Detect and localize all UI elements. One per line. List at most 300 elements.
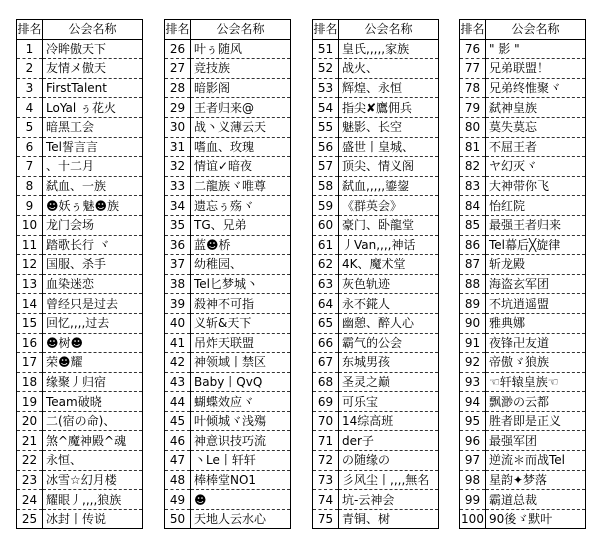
- table-row: [17, 353, 143, 373]
- rank-cell: 9: [17, 196, 43, 216]
- guild-name-cell: ☻树☻: [43, 333, 143, 353]
- rank-cell: 37: [165, 255, 191, 275]
- guild-name-cell: FirstTalent: [43, 78, 143, 98]
- table-row: [17, 490, 143, 510]
- table-row: [460, 392, 586, 412]
- rank-cell: 58: [313, 176, 339, 196]
- guild-name-cell: 天地人云水心: [191, 509, 291, 529]
- guild-name-cell: 不屈王者: [486, 137, 586, 157]
- rank-cell: 17: [17, 353, 43, 373]
- rank-cell: 8: [17, 176, 43, 196]
- ranking-table-3: [312, 19, 439, 529]
- table-row: [313, 333, 439, 353]
- table-row: [17, 313, 143, 333]
- guild-name-cell: 最强军团: [486, 431, 586, 451]
- guild-name-cell: 顶尖、情义阁: [339, 157, 439, 177]
- rank-header: 排名: [313, 20, 339, 40]
- rank-cell: 67: [313, 353, 339, 373]
- guild-name-cell: " 影 ": [486, 39, 586, 59]
- rank-cell: 93: [460, 372, 486, 392]
- guild-name-cell: 兄弟联盟！: [486, 59, 586, 79]
- guild-name-cell: 二龍族ヾ唯尊: [191, 176, 291, 196]
- table-header-row: [17, 20, 143, 40]
- guild-name-cell: 情谊✓暗夜: [191, 157, 291, 177]
- guild-name-cell: 蝴蝶效应ヾ: [191, 392, 291, 412]
- rank-cell: 78: [460, 78, 486, 98]
- guild-name-cell: 神领域丨禁区: [191, 353, 291, 373]
- rank-cell: 84: [460, 196, 486, 216]
- guild-name-cell: ☻妖ぅ魅☻族: [43, 196, 143, 216]
- table-row: [313, 157, 439, 177]
- guild-name-cell: LoYal ぅ花火: [43, 98, 143, 118]
- guild-name-cell: 回忆,,,,过去: [43, 313, 143, 333]
- rank-cell: 90: [460, 313, 486, 333]
- guild-name-cell: 国服、杀手: [43, 255, 143, 275]
- guild-name-cell: 遗忘ぅ殇ヾ: [191, 196, 291, 216]
- guild-name-cell: 荣☻耀: [43, 353, 143, 373]
- rank-cell: 69: [313, 392, 339, 412]
- rank-cell: 33: [165, 176, 191, 196]
- table-row: [17, 509, 143, 529]
- guild-name-cell: 血染迷恋: [43, 274, 143, 294]
- rank-cell: 86: [460, 235, 486, 255]
- table-row: [460, 176, 586, 196]
- table-row: [313, 411, 439, 431]
- guild-name-cell: Baby丨QvQ: [191, 372, 291, 392]
- table-row: [165, 333, 291, 353]
- table-row: [165, 274, 291, 294]
- guild-name-cell: 14综高班: [339, 411, 439, 431]
- table-row: [165, 353, 291, 373]
- table-row: [17, 411, 143, 431]
- table-row: [460, 411, 586, 431]
- table-row: [313, 431, 439, 451]
- table-row: [460, 98, 586, 118]
- rank-cell: 52: [313, 59, 339, 79]
- table-row: [460, 372, 586, 392]
- guild-name-cell: 吊炸天联盟: [191, 333, 291, 353]
- rank-cell: 16: [17, 333, 43, 353]
- table-row: [17, 372, 143, 392]
- table-row: [313, 294, 439, 314]
- table-row: [17, 98, 143, 118]
- rank-cell: 51: [313, 39, 339, 59]
- rank-cell: 36: [165, 235, 191, 255]
- guild-name-cell: 怡红院: [486, 196, 586, 216]
- rank-cell: 95: [460, 411, 486, 431]
- rank-cell: 80: [460, 117, 486, 137]
- table-row: [17, 255, 143, 275]
- guild-name-cell: の随缘の: [339, 451, 439, 471]
- guild-name-cell: ☻: [191, 490, 291, 510]
- rank-cell: 99: [460, 490, 486, 510]
- guild-name-cell: Team破晓: [43, 392, 143, 412]
- table-row: [165, 470, 291, 490]
- table-row: [165, 490, 291, 510]
- table-header-row: [165, 20, 291, 40]
- guild-name-cell: 可乐宝: [339, 392, 439, 412]
- table-row: [460, 215, 586, 235]
- table-row: [165, 98, 291, 118]
- rank-cell: 2: [17, 59, 43, 79]
- guild-name-cell: 兄弟终惟聚ヾ: [486, 78, 586, 98]
- rank-cell: 91: [460, 333, 486, 353]
- rank-cell: 42: [165, 353, 191, 373]
- table-row: [165, 509, 291, 529]
- guild-name-header: 公会名称: [191, 20, 291, 40]
- guild-name-cell: 灰色轨迹: [339, 274, 439, 294]
- table-row: [460, 490, 586, 510]
- guild-name-cell: 霸道总裁: [486, 490, 586, 510]
- table-row: [460, 137, 586, 157]
- guild-name-cell: 踏歌长行 ヾ: [43, 235, 143, 255]
- guild-name-cell: 斩龙殿: [486, 255, 586, 275]
- table-row: [460, 59, 586, 79]
- guild-name-cell: 4K、魔术堂: [339, 255, 439, 275]
- rank-cell: 46: [165, 431, 191, 451]
- table-row: [313, 137, 439, 157]
- table-row: [313, 470, 439, 490]
- table-row: [165, 392, 291, 412]
- rank-cell: 76: [460, 39, 486, 59]
- rank-cell: 39: [165, 294, 191, 314]
- guild-name-cell: 神意识技巧流: [191, 431, 291, 451]
- table-row: [313, 490, 439, 510]
- rank-header: 排名: [165, 20, 191, 40]
- guild-name-cell: 战火、: [339, 59, 439, 79]
- guild-name-cell: ヤ幻灭ヾ: [486, 157, 586, 177]
- guild-name-cell: TG、兄弟: [191, 215, 291, 235]
- table-row: [17, 117, 143, 137]
- rank-cell: 98: [460, 470, 486, 490]
- guild-name-cell: 90後ゞ默叶: [486, 509, 586, 529]
- table-row: [460, 117, 586, 137]
- rank-header: 排名: [460, 20, 486, 40]
- rank-cell: 24: [17, 490, 43, 510]
- table-row: [165, 431, 291, 451]
- rank-cell: 55: [313, 117, 339, 137]
- rank-cell: 94: [460, 392, 486, 412]
- table-row: [17, 215, 143, 235]
- rank-cell: 20: [17, 411, 43, 431]
- table-row: [17, 235, 143, 255]
- guild-name-cell: 缘聚丿归宿: [43, 372, 143, 392]
- table-header-row: [460, 20, 586, 40]
- guild-name-cell: 棒棒堂NO1: [191, 470, 291, 490]
- rank-cell: 38: [165, 274, 191, 294]
- rank-cell: 26: [165, 39, 191, 59]
- guild-name-cell: 魅影、长空: [339, 117, 439, 137]
- guild-name-header: 公会名称: [339, 20, 439, 40]
- table-row: [460, 451, 586, 471]
- guild-name-cell: 永恒、: [43, 451, 143, 471]
- table-row: [165, 255, 291, 275]
- guild-name-cell: 帝傲ゞ狼族: [486, 353, 586, 373]
- table-row: [313, 59, 439, 79]
- rank-cell: 61: [313, 235, 339, 255]
- table-row: [313, 117, 439, 137]
- guild-name-cell: Tel匕梦城丶: [191, 274, 291, 294]
- rank-cell: 45: [165, 411, 191, 431]
- rank-cell: 77: [460, 59, 486, 79]
- rank-cell: 11: [17, 235, 43, 255]
- guild-name-cell: 曾经只是过去: [43, 294, 143, 314]
- rank-cell: 71: [313, 431, 339, 451]
- guild-name-cell: 不坑逍遥盟: [486, 294, 586, 314]
- rank-cell: 28: [165, 78, 191, 98]
- table-row: [165, 294, 291, 314]
- rank-cell: 74: [313, 490, 339, 510]
- rank-cell: 75: [317, 512, 334, 527]
- rank-cell: 19: [17, 392, 43, 412]
- rank-cell: 83: [460, 176, 486, 196]
- table-row: [17, 137, 143, 157]
- guild-name-cell: 弑神皇族: [486, 98, 586, 118]
- rank-cell: 53: [313, 78, 339, 98]
- table-row: [165, 157, 291, 177]
- guild-name-cell: 友情メ傲天: [43, 59, 143, 79]
- guild-name-cell: 彡风尘丨,,,,無名: [339, 470, 439, 490]
- table-row: [17, 333, 143, 353]
- table-row: [313, 372, 439, 392]
- rank-cell: 15: [17, 313, 43, 333]
- rank-cell: 65: [313, 313, 339, 333]
- table-row: [17, 431, 143, 451]
- guild-name-cell: 冰封丨传说: [43, 509, 143, 529]
- rank-cell: 56: [313, 137, 339, 157]
- guild-name-cell: 坑-云神会: [339, 490, 439, 510]
- guild-name-cell: 皇氏,,,,,家族: [339, 39, 439, 59]
- rank-cell: 29: [165, 98, 191, 118]
- guild-name-cell: 盛世丨皇城、: [339, 137, 439, 157]
- table-row: [460, 78, 586, 98]
- guild-name-cell: ☜轩辕皇族☜: [486, 372, 586, 392]
- rank-header: 排名: [17, 20, 43, 40]
- guild-name-cell: 冰雪☆幻月楼: [43, 470, 143, 490]
- table-row: [17, 470, 143, 490]
- table-row: [313, 78, 439, 98]
- guild-name-cell: 暗影阁: [191, 78, 291, 98]
- table-row: [313, 451, 439, 471]
- guild-name-cell: 大神带你飞: [486, 176, 586, 196]
- table-row: [460, 353, 586, 373]
- rank-cell: 32: [165, 157, 191, 177]
- rank-cell: 44: [165, 392, 191, 412]
- table-row: [460, 333, 586, 353]
- table-row: [17, 196, 143, 216]
- guild-name-cell: 王者归来@: [191, 98, 291, 118]
- table-row: [460, 294, 586, 314]
- rank-cell: 89: [460, 294, 486, 314]
- rank-cell: 23: [17, 470, 43, 490]
- table-row: [313, 392, 439, 412]
- table-row: [460, 235, 586, 255]
- rank-cell: 87: [460, 255, 486, 275]
- rank-cell: 97: [460, 451, 486, 471]
- table-row: [460, 157, 586, 177]
- rank-cell: 48: [165, 470, 191, 490]
- table-row: [460, 39, 586, 59]
- guild-name-header: 公会名称: [43, 20, 143, 40]
- table-row: [460, 274, 586, 294]
- rank-cell: 22: [17, 451, 43, 471]
- rank-cell: 70: [313, 411, 339, 431]
- rank-cell: 63: [313, 274, 339, 294]
- table-row: [165, 235, 291, 255]
- table-row: [460, 255, 586, 275]
- table-row: [165, 451, 291, 471]
- guild-name-cell: 夜锋卍友道: [486, 333, 586, 353]
- table-header-row: [313, 20, 439, 40]
- table-row: [165, 59, 291, 79]
- table-row: [17, 39, 143, 59]
- guild-name-cell: 叶ぅ随风: [191, 39, 291, 59]
- guild-name-cell: Tel幕后╳旋律: [486, 235, 586, 255]
- table-row: [165, 176, 291, 196]
- guild-name-cell: 逆流＊而战Tel: [486, 451, 586, 471]
- rank-cell: 1: [17, 39, 43, 59]
- guild-name-cell: 弑血,,,,,鎏鋆: [339, 176, 439, 196]
- rank-cell: 40: [165, 313, 191, 333]
- guild-name-cell: 指尖✘鷹佣兵: [339, 98, 439, 118]
- guild-name-cell: 辉煌、永恒: [339, 78, 439, 98]
- guild-name-cell: 二(宿の命)、: [43, 411, 143, 431]
- guild-name-cell: 最强王者归来: [486, 215, 586, 235]
- guild-name-cell: der子: [339, 431, 439, 451]
- rank-cell: 10: [17, 215, 43, 235]
- guild-name-cell: 战丶义薄云天: [191, 117, 291, 137]
- guild-name-header: 公会名称: [486, 20, 586, 40]
- table-row: [460, 509, 586, 529]
- rank-cell: 21: [17, 431, 43, 451]
- rank-cell: 82: [460, 157, 486, 177]
- rank-cell: 79: [460, 98, 486, 118]
- rank-cell: 4: [17, 98, 43, 118]
- table-row: [165, 117, 291, 137]
- table-row: [17, 157, 143, 177]
- ranking-table-2: [164, 19, 291, 529]
- rank-cell: 6: [17, 137, 43, 157]
- table-row: [165, 372, 291, 392]
- guild-name-cell: 东城男孩: [339, 353, 439, 373]
- guild-name-cell: 圣灵之巅: [339, 372, 439, 392]
- table-row: [313, 39, 439, 59]
- guild-name-cell: Tel誓言言: [43, 137, 143, 157]
- guild-name-cell: 竞技族: [191, 59, 291, 79]
- guild-name-cell: 海盗玄军团: [486, 274, 586, 294]
- rank-cell: 3: [17, 78, 43, 98]
- rank-cell: 7: [17, 157, 43, 177]
- rank-cell: 81: [460, 137, 486, 157]
- rank-cell: 41: [165, 333, 191, 353]
- rank-cell: 30: [165, 117, 191, 137]
- rank-cell: 96: [460, 431, 486, 451]
- guild-name-cell: 暗黑工会: [43, 117, 143, 137]
- table-row: [165, 137, 291, 157]
- table-row: [313, 176, 439, 196]
- table-row: [165, 313, 291, 333]
- table-row: [17, 78, 143, 98]
- rank-cell: 66: [313, 333, 339, 353]
- table-row: [17, 274, 143, 294]
- guild-name-cell: 星韵✦梦落: [486, 470, 586, 490]
- guild-name-cell: 《群英会》: [339, 196, 439, 216]
- guild-name-cell: 蓝☻桥: [191, 235, 291, 255]
- rank-cell: 88: [460, 274, 486, 294]
- rank-cell: 68: [313, 372, 339, 392]
- guild-name-cell: 煞^魔神殿^魂: [43, 431, 143, 451]
- table-row: [460, 431, 586, 451]
- rank-cell: 85: [460, 215, 486, 235]
- guild-name-cell: 幽憩、醉人心: [339, 313, 439, 333]
- rank-cell: 54: [313, 98, 339, 118]
- rank-cell: 100: [461, 512, 484, 527]
- rank-cell: 13: [17, 274, 43, 294]
- rank-cell: 34: [165, 196, 191, 216]
- guild-name-cell: 胜者即是正义: [486, 411, 586, 431]
- table-row: [313, 196, 439, 216]
- guild-name-cell: 雅典娜: [486, 313, 586, 333]
- rank-cell: 60: [313, 215, 339, 235]
- rank-cell: 31: [165, 137, 191, 157]
- table-row: [165, 78, 291, 98]
- table-row: [460, 313, 586, 333]
- rank-cell: 27: [165, 59, 191, 79]
- guild-name-cell: 叶倾城ヾ浅殤: [191, 411, 291, 431]
- table-row: [460, 196, 586, 216]
- guild-name-cell: 龙门会场: [43, 215, 143, 235]
- rank-cell: 92: [460, 353, 486, 373]
- table-row: [165, 215, 291, 235]
- rank-cell: 64: [313, 294, 339, 314]
- guild-name-cell: 莫失莫忘: [486, 117, 586, 137]
- guild-name-cell: 永不錵人: [339, 294, 439, 314]
- guild-name-cell: 冷眸傲天下: [43, 39, 143, 59]
- table-row: [17, 392, 143, 412]
- ranking-table-4: [459, 19, 586, 529]
- guild-name-cell: 青铜、树: [339, 509, 439, 529]
- rank-cell: 12: [17, 255, 43, 275]
- rank-cell: 25: [21, 512, 38, 527]
- guild-name-cell: 豪门、卧龍堂: [339, 215, 439, 235]
- guild-name-cell: 弑血、一族: [43, 176, 143, 196]
- rank-cell: 5: [17, 117, 43, 137]
- table-row: [17, 294, 143, 314]
- guild-name-cell: 幼稚园、: [191, 255, 291, 275]
- guild-name-cell: 耀眼丿,,,,狼族: [43, 490, 143, 510]
- rank-cell: 14: [17, 294, 43, 314]
- rank-cell: 35: [165, 215, 191, 235]
- rank-cell: 47: [165, 451, 191, 471]
- table-row: [17, 59, 143, 79]
- table-row: [313, 509, 439, 529]
- table-row: [165, 39, 291, 59]
- ranking-table-1: [16, 19, 143, 529]
- table-row: [313, 215, 439, 235]
- rank-cell: 18: [17, 372, 43, 392]
- guild-name-cell: 嗜血、玫瑰: [191, 137, 291, 157]
- table-row: [313, 98, 439, 118]
- guild-name-cell: 飘渺の云都: [486, 392, 586, 412]
- table-row: [165, 411, 291, 431]
- table-row: [460, 470, 586, 490]
- rank-cell: 49: [165, 490, 191, 510]
- guild-name-cell: 、十二月: [43, 157, 143, 177]
- guild-name-cell: 义斩&天下: [191, 313, 291, 333]
- table-row: [313, 274, 439, 294]
- guild-name-cell: 丶Le丨轩轩: [191, 451, 291, 471]
- guild-name-cell: 丿Van,,,,神话: [339, 235, 439, 255]
